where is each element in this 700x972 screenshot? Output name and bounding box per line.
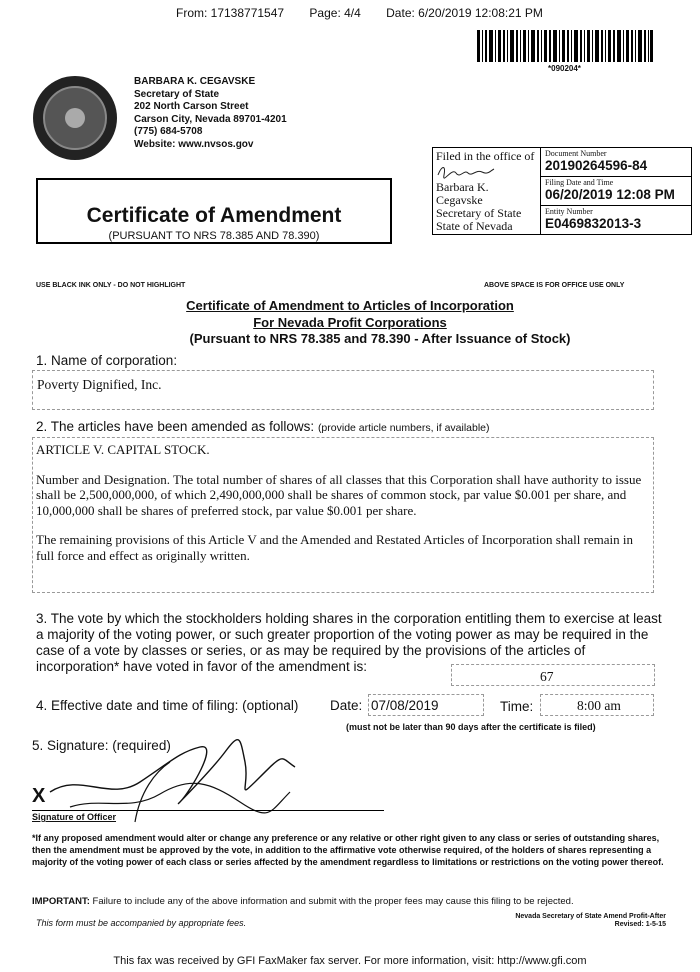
fees-notice: This form must be accompanied by appropriate fees. bbox=[36, 918, 247, 928]
filed-numbers bbox=[541, 148, 691, 234]
amendment-footnote: *If any proposed amendment would alter or change any preference or any relative or other right given to any class or series of outstanding shares, then the amendment must be approved by the vote, in addition to the affirmative vote otherwise required, of the holders of shares representing a majority of the voting power of each class or series affected by the amendment regardless to limitations or restrictions on the voting power thereof. bbox=[32, 833, 664, 867]
office-use-warning: ABOVE SPACE IS FOR OFFICE USE ONLY bbox=[484, 282, 625, 289]
effective-time-value: 8:00 am bbox=[577, 698, 621, 713]
filing-date-cell bbox=[541, 177, 691, 206]
fax-date: Date: 6/20/2019 12:08:21 PM bbox=[386, 6, 543, 20]
section2-label-note: (provide article numbers, if available) bbox=[317, 422, 490, 434]
section4-label: 4. Effective date and time of filing: (optional) bbox=[36, 698, 299, 713]
secretary-website: Website: www.nvsos.gov bbox=[134, 138, 254, 150]
time-label: Time: bbox=[500, 699, 534, 714]
entity-number-cell bbox=[541, 206, 691, 235]
filed-name: Barbara K. Cegavske bbox=[436, 180, 489, 207]
fax-header bbox=[176, 6, 565, 20]
document-number-label: Document Number bbox=[545, 149, 607, 158]
filed-state: State of Nevada bbox=[436, 219, 513, 233]
important-notice bbox=[32, 896, 692, 908]
secretary-signature-icon bbox=[436, 163, 496, 179]
entity-number-value: E0469832013-3 bbox=[545, 216, 642, 231]
state-seal-icon bbox=[33, 76, 117, 160]
secretary-city: Carson City, Nevada 89701-4201 bbox=[134, 113, 287, 125]
filed-in-label: Filed in the office of bbox=[436, 149, 535, 163]
entity-number-label: Entity Number bbox=[545, 207, 593, 216]
certificate-title-box bbox=[36, 178, 392, 244]
fax-page: Page: 4/4 bbox=[309, 6, 361, 20]
filed-title: Secretary of State bbox=[436, 206, 522, 220]
important-text: Failure to include any of the above information and submit with the proper fees may cause this filing to be rejected. bbox=[92, 896, 574, 907]
vote-percentage-value: 67 bbox=[540, 669, 554, 684]
barcode-number: *090204* bbox=[548, 64, 581, 73]
article-heading: ARTICLE V. CAPITAL STOCK. bbox=[36, 442, 210, 457]
certificate-subtitle: (PURSUANT TO NRS 78.385 AND 78.390) bbox=[108, 230, 320, 242]
document-number-value: 20190264596-84 bbox=[545, 158, 648, 173]
secretary-phone: (775) 684-5708 bbox=[134, 126, 203, 137]
form-id-line1: Nevada Secretary of State Amend Profit-After bbox=[515, 913, 666, 920]
filed-office-info bbox=[433, 148, 541, 234]
effective-time-field[interactable] bbox=[540, 694, 654, 716]
amendment-text-field[interactable] bbox=[32, 437, 654, 593]
section2-label bbox=[36, 419, 490, 434]
form-title-line2: For Nevada Profit Corporations bbox=[253, 315, 447, 330]
fax-footer: This fax was received by GFI FaxMaker fax server. For more information, visit: http://www.gfi.com bbox=[113, 955, 587, 967]
barcode-icon bbox=[477, 30, 653, 62]
vote-percentage-field[interactable] bbox=[451, 664, 655, 686]
secretary-street: 202 North Carson Street bbox=[134, 101, 249, 112]
section3-text: 3. The vote by which the stockholders holding shares in the corporation entitling them to exercise at least a majority of the voting power, or such greater proportion of the voting power as may be required in the case of a vote by classes or series, or as may be required by the provisions of the articles of incorporation* have voted in favor of the amendment is: bbox=[36, 611, 662, 674]
form-title-line3: (Pursuant to NRS 78.385 and 78.390 - After Issuance of Stock) bbox=[189, 331, 571, 346]
filed-signature bbox=[436, 163, 537, 181]
effective-date-field[interactable] bbox=[368, 694, 484, 716]
section5-label: 5. Signature: (required) bbox=[32, 738, 171, 753]
corporation-name-field[interactable] bbox=[32, 370, 654, 410]
fax-from: From: 17138771547 bbox=[176, 6, 285, 20]
signature-officer-label: Signature of Officer bbox=[32, 812, 117, 822]
secretary-title: Secretary of State bbox=[134, 88, 220, 100]
signature-x-mark: X bbox=[32, 785, 46, 807]
amendment-text bbox=[36, 442, 650, 577]
important-label: IMPORTANT: bbox=[32, 896, 90, 907]
form-identifier bbox=[480, 913, 666, 929]
article-para1: Number and Designation. The total number of shares of all classes that this Corporation shall have authority to issue shall be 2,500,000,000, of which 2,490,000,000 shall be shares of common stock, par value $0.001 per share, and 10,000,000 shall be shares of preferred stock, par value $0.001 per share. bbox=[36, 471, 642, 518]
section1-label: 1. Name of corporation: bbox=[36, 353, 178, 368]
date-limit-note: (must not be later than 90 days after the certificate is filed) bbox=[346, 722, 596, 732]
filing-stamp-box bbox=[432, 147, 692, 235]
filing-date-label: Filing Date and Time bbox=[545, 178, 614, 187]
signature-line bbox=[32, 810, 384, 811]
form-id-line2: Revised: 1-5-15 bbox=[614, 921, 666, 928]
certificate-title: Certificate of Amendment bbox=[86, 204, 342, 227]
document-number-cell bbox=[541, 148, 691, 177]
filing-date-value: 06/20/2019 12:08 PM bbox=[545, 187, 675, 202]
effective-date-value: 07/08/2019 bbox=[371, 698, 439, 713]
corporation-name-value: Poverty Dignified, Inc. bbox=[37, 377, 162, 392]
form-title-line1: Certificate of Amendment to Articles of Incorporation bbox=[186, 298, 514, 313]
ink-warning: USE BLACK INK ONLY - DO NOT HIGHLIGHT bbox=[36, 282, 186, 289]
section2-label-text: 2. The articles have been amended as follows: bbox=[36, 419, 315, 434]
date-label: Date: bbox=[330, 698, 363, 713]
article-para2: The remaining provisions of this Article V and the Amended and Restated Articles of Incorporation shall remain in full force and effect as originally written. bbox=[36, 532, 634, 563]
secretary-name: BARBARA K. CEGAVSKE bbox=[134, 76, 256, 87]
secretary-info bbox=[134, 76, 287, 151]
